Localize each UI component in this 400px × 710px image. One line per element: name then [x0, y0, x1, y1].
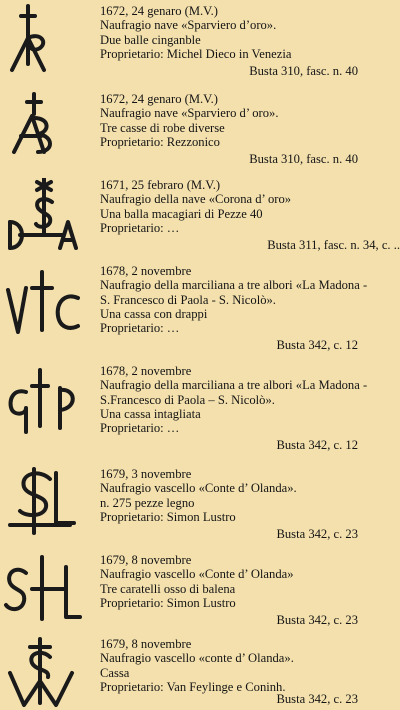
record-line: Proprietario: Simon Lustro: [100, 509, 236, 524]
record-line: Naufragio della marciliana a tre albori «La Madona -: [100, 378, 368, 393]
record-line: n. 275 pezze legno: [100, 495, 195, 510]
record-line: S.Francesco di Paola – S. Nicolò».: [100, 392, 275, 407]
record-line: Proprietario: Simon Lustro: [100, 595, 236, 610]
busta-reference: Busta 342, c. 12: [276, 438, 358, 453]
record-line: Una balla macagiari di Pezze 40: [100, 206, 263, 221]
record-line: 1679, 3 novembre: [100, 467, 192, 481]
record-line: 1678, 2 novembre: [100, 264, 192, 278]
record-line: Una cassa con drappi: [100, 306, 208, 321]
record-text: [100, 467, 400, 541]
cross-anchor-monogram-icon: [4, 4, 82, 76]
record-line: Una cassa intagliata: [100, 406, 201, 421]
cross-s-w-monogram-icon: [4, 637, 82, 709]
record-line: Naufragio della nave «Corona d’ oro»: [100, 192, 292, 207]
busta-reference: Busta 310, fasc. n. 40: [249, 64, 358, 79]
record-line: Proprietario: …: [100, 321, 180, 336]
busta-reference: Busta 342, c. 23: [276, 692, 358, 707]
record-line: S. Francesco di Paola - S. Nicolò».: [100, 292, 276, 307]
record-line: Naufragio vascello «conte d’ Olanda».: [100, 651, 294, 666]
busta-reference: Busta 310, fasc. n. 40: [249, 152, 358, 167]
gtp-cross-monogram-icon: [4, 364, 82, 436]
record-line: Proprietario: Rezzonico: [100, 134, 220, 149]
record-line: Naufragio della marciliana a tre albori «La Madona -: [100, 278, 368, 293]
busta-reference: Busta 342, c. 12: [276, 338, 358, 353]
record-text: [100, 364, 400, 453]
cross-ab-monogram-icon: [4, 92, 82, 164]
record-line: Naufragio nave «Sparviero d’ oro».: [100, 106, 279, 121]
record-line: Proprietario: Van Feylinge e Coninh.: [100, 679, 286, 694]
star-dollar-da-monogram-icon: [4, 178, 82, 250]
record-line: 1679, 8 novembre: [100, 637, 192, 651]
record-line: Cassa: [100, 665, 130, 680]
record-line: Tre casse di robe diverse: [100, 120, 225, 135]
record-text: [100, 4, 400, 78]
record-line: Naufragio nave «Sparviero d’oro».: [100, 18, 277, 33]
record-line: 1678, 2 novembre: [100, 364, 192, 378]
record-line: 1672, 24 genaro (M.V.): [100, 4, 218, 18]
record-text: [100, 637, 400, 706]
record-line: Naufragio vascello «Conte d’ Olanda».: [100, 481, 297, 496]
busta-reference: Busta 311, fasc. n. 34, c. ..: [267, 238, 400, 253]
record-line: 1672, 24 genaro (M.V.): [100, 92, 218, 106]
record-line: Tre caratelli osso di balena: [100, 581, 236, 596]
record-line: Proprietario: Michel Dieco in Venezia: [100, 46, 292, 61]
record-line: 1671, 25 febraro (M.V.): [100, 178, 221, 192]
busta-reference: Busta 342, c. 23: [276, 613, 358, 628]
sl-dollar-monogram-icon: [4, 467, 82, 539]
record-line: 1679, 8 novembre: [100, 553, 192, 567]
record-line: Proprietario: …: [100, 220, 180, 235]
busta-reference: Busta 342, c. 23: [276, 527, 358, 542]
record-text: [100, 92, 400, 166]
record-text: [100, 264, 400, 353]
record-line: Proprietario: …: [100, 421, 180, 436]
record-line: Naufragio vascello «Conte d’ Olanda»: [100, 567, 294, 582]
record-text: [100, 553, 400, 627]
record-text: [100, 178, 400, 252]
vtc-cross-monogram-icon: [4, 264, 82, 336]
s-cross-l-monogram-icon: [4, 553, 82, 625]
record-line: Due balle cinganble: [100, 32, 201, 47]
